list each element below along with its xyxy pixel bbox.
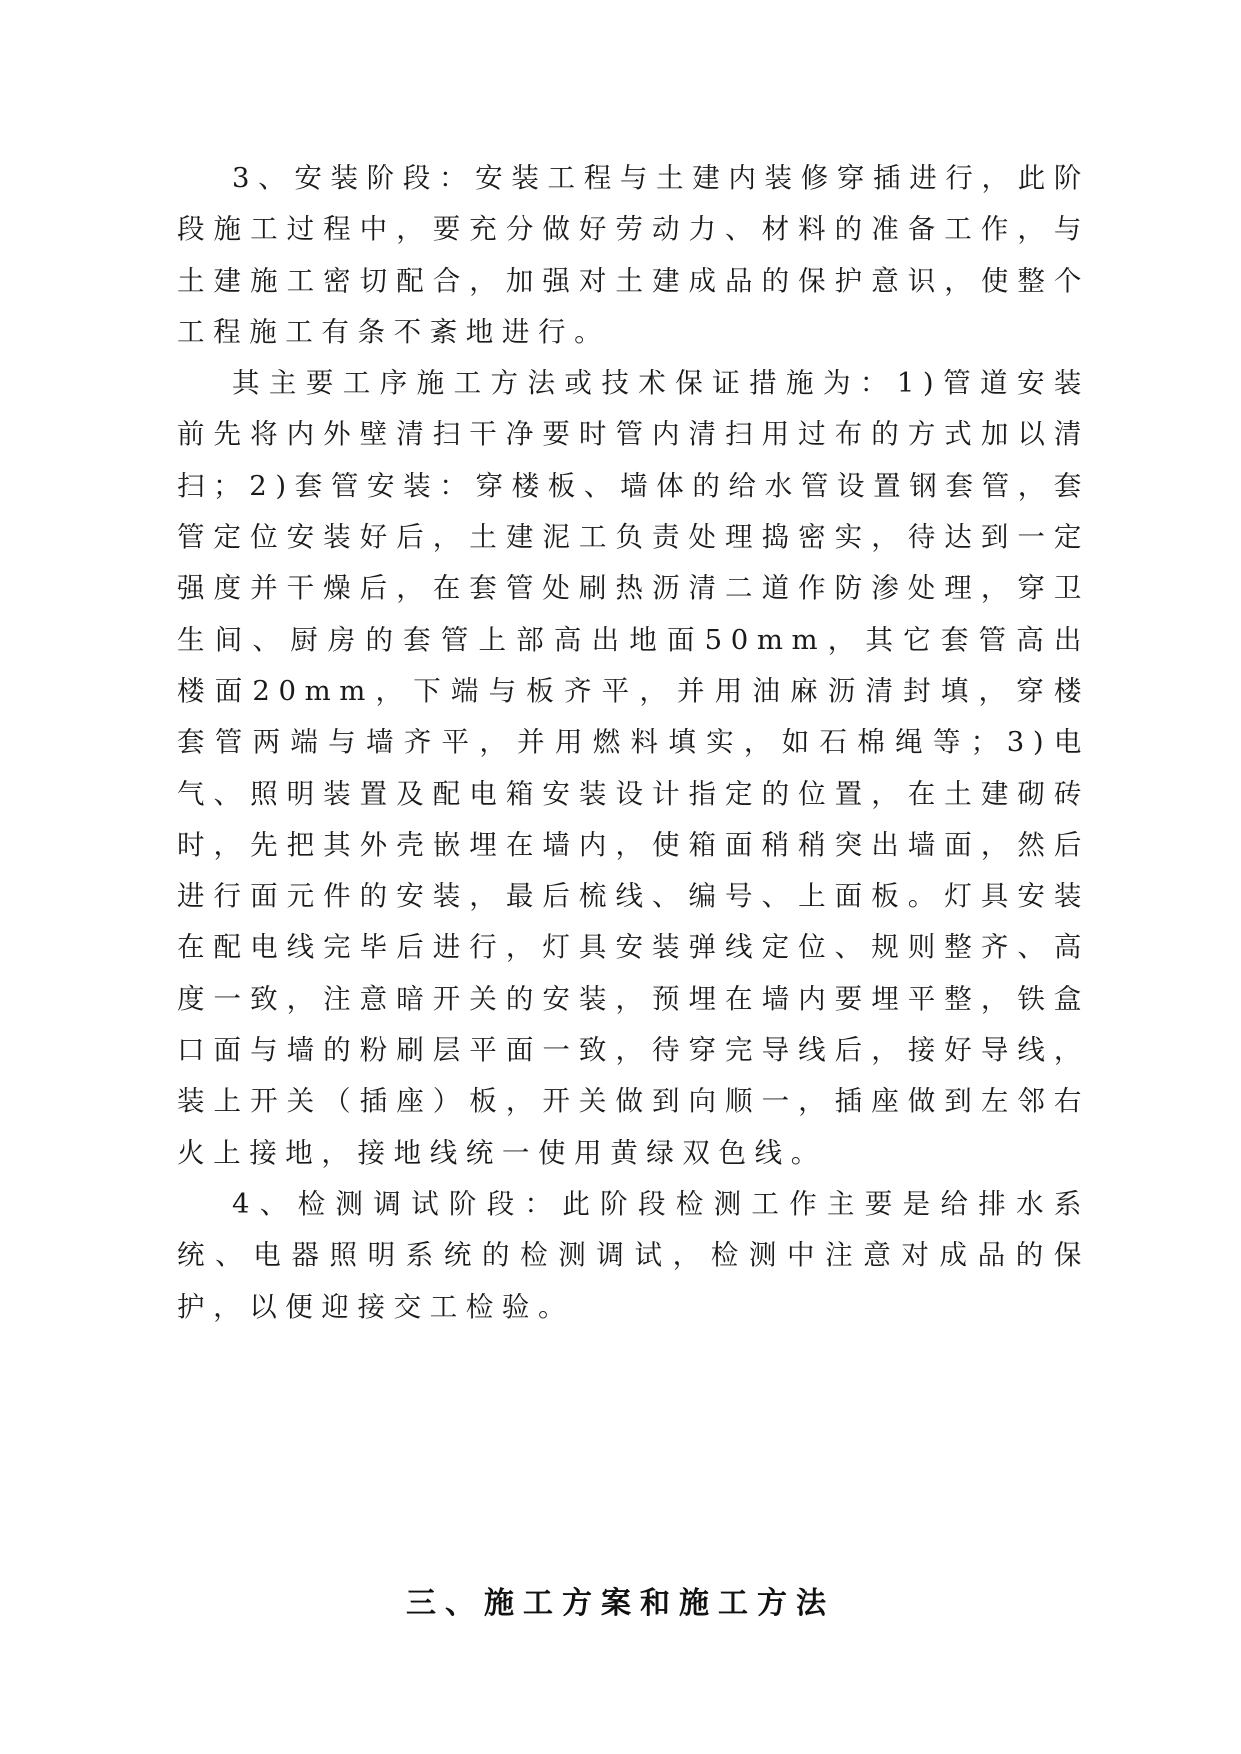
paragraph-main-procedures: 其主要工序施工方法或技术保证措施为：1)管道安装前先将内外壁清扫干净要时管内清扫用过布的方式加以清扫；2)套管安装：穿楼板、墙体的给水管设置钢套管，套管定位安装好后，土建泥工负责处理捣密实，待达到一定强度并干燥后，在套管处刷热沥清二道作防渗处理，穿卫生间、厨房的套管上部高出地面50mm，其它套管高出楼面20mm，下端与板齐平，并用油麻沥清封填，穿楼套管两端与墙齐平，并用燃料填实，如石棉绳等；3)电气、照明装置及配电箱安装设计指定的位置，在土建砌砖时，先把其外壳嵌埋在墙内，使箱面稍稍突出墙面，然后进行面元件的安装，最后梳线、编号、上面板。灯具安装在配电线完毕后进行，灯具安装弹线定位、规则整齐、高度一致，注意暗开关的安装，预埋在墙内要埋平整，铁盒口面与墙的粉刷层平面一致，待穿完导线后，接好导线，装上开关（插座）板，开关做到向顺一，插座做到左邻右火上接地，接地线统一使用黄绿双色线。 [177,367,1090,1169]
section-heading: 三、施工方案和施工方法 [406,1586,835,1621]
body-text [177,153,1090,1333]
paragraph-testing-stage: 4、检测调试阶段：此阶段检测工作主要是给排水系统、电器照明系统的检测调试，检测中注意对成品的保护，以便迎接交工检验。 [177,1187,1090,1323]
paragraph-installation-stage: 3、安装阶段：安装工程与土建内装修穿插进行，此阶段施工过程中，要充分做好劳动力、材料的准备工作，与土建施工密切配合，加强对土建成品的保护意识，使整个工程施工有条不紊地进行。 [177,162,1090,348]
